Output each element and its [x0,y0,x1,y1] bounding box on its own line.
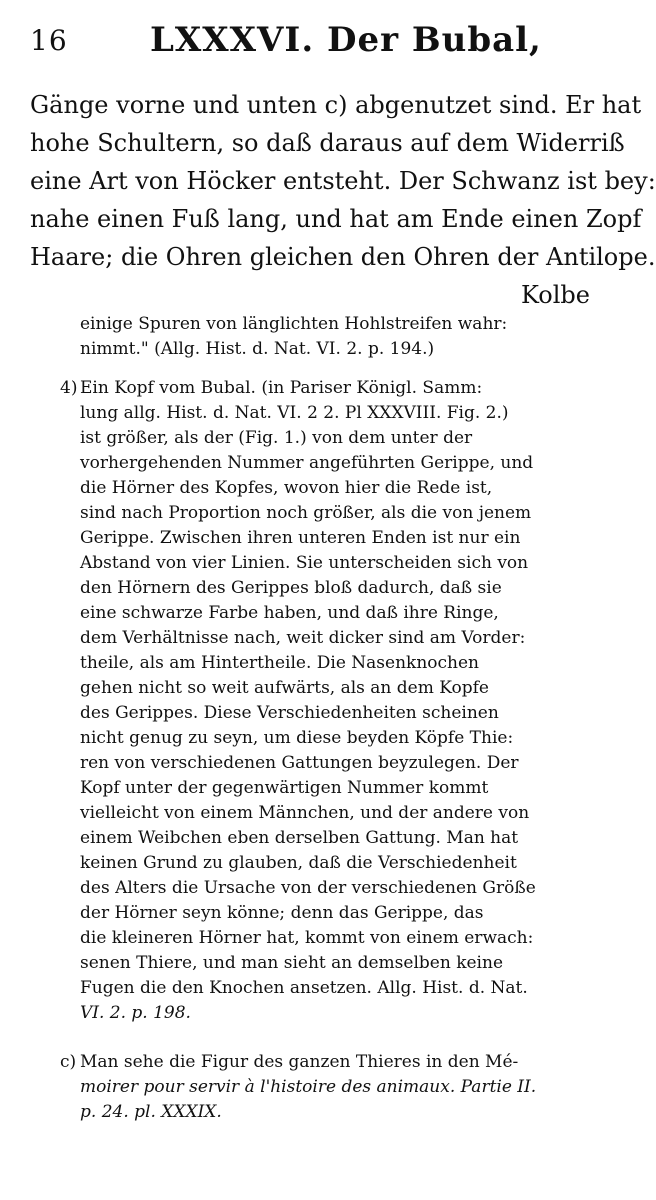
footnote-line: Fugen die den Knochen ansetzen. Allg. Hist. d. Nat. [80,978,528,998]
footnote-line: Man sehe die Figur des ganzen Thieres in den Mé- [80,1052,519,1072]
main-paragraph [30,86,656,314]
footnote-line: den Hörnern des Gerippes bloß dadurch, daß sie [80,578,502,598]
spacer [60,362,600,376]
spacer [60,1026,600,1050]
footnote-line: nimmt." (Allg. Hist. d. Nat. VI. 2. p. 194.) [80,339,435,359]
footnote-line: keinen Grund zu glauben, daß die Verschiedenheit [80,853,517,873]
footnote-line: des Gerippes. Diese Verschiedenheiten scheinen [80,703,499,723]
footnote-line: einem Weibchen eben derselben Gattung. Man hat [80,828,519,848]
footnote-line: moirer pour servir à l'histoire des animaux. Partie II. [80,1077,537,1097]
footnote-line: ren von verschiedenen Gattungen beyzulegen. Der [80,753,519,773]
footnote-line: Kopf unter der gegenwärtigen Nummer kommt [80,778,489,798]
footnote-line: dem Verhältnisse nach, weit dicker sind am Vorder: [80,628,526,648]
footnote-line: Gerippe. Zwischen ihren unteren Enden ist nur ein [80,528,521,548]
page-header [30,20,590,70]
footnote-line: theile, als am Hintertheile. Die Nasenknochen [80,653,479,673]
page-number: 16 [30,24,68,57]
footnote-line: die kleineren Hörner hat, kommt von einem erwach: [80,928,534,948]
footnote-line: ist größer, als der (Fig. 1.) von dem unter der [80,428,473,448]
footnote-line: die Hörner des Kopfes, wovon hier die Rede ist, [80,478,493,498]
footnote-label: 4) [60,378,78,398]
footnote-line: eine schwarze Farbe haben, und daß ihre Ringe, [80,603,499,623]
footnote-continuation [60,312,600,362]
main-text-line: nahe einen Fuß lang, und hat am Ende einen Zopf [30,205,642,233]
footnote-line: nicht genug zu seyn, um diese beyden Köpfe Thie: [80,728,514,748]
footnote-line: Abstand von vier Linien. Sie unterscheiden sich von [80,553,529,573]
footnote-line: des Alters die Ursache von der verschiedenen Größe [80,878,536,898]
running-title: LXXXVI. Der Bubal, [150,20,542,60]
footnote-c [60,1050,600,1125]
footnote-line: einige Spuren von länglichten Hohlstreifen wahr: [80,314,508,334]
footnotes [60,312,600,1125]
main-text-line: hohe Schultern, so daß daraus auf dem Widerriß [30,129,625,157]
main-text-line: eine Art von Höcker entsteht. Der Schwanz ist bey: [30,167,656,195]
main-text-line: Haare; die Ohren gleichen den Ohren der Antilope. [30,243,656,271]
main-text-line: Gänge vorne und unten c) abgenutzet sind. Er hat [30,91,642,119]
footnote-line: senen Thiere, und man sieht an demselben keine [80,953,503,973]
footnote-line: p. 24. pl. XXXIX. [80,1102,222,1122]
footnote-line: vorhergehenden Nummer angeführten Gerippe, und [80,453,534,473]
catchword: Kolbe [521,281,590,309]
footnote-line: lung allg. Hist. d. Nat. VI. 2 2. Pl XXXVIII. Fig. 2.) [80,403,509,423]
footnote-line: gehen nicht so weit aufwärts, als an dem Kopfe [80,678,489,698]
footnote-line: Ein Kopf vom Bubal. (in Pariser Königl. Samm: [80,378,483,398]
footnote-line: sind nach Proportion noch größer, als die von jenem [80,503,532,523]
footnote-line: der Hörner seyn könne; denn das Gerippe, das [80,903,484,923]
footnote-4 [60,376,600,1026]
footnote-label: c) [60,1052,77,1072]
footnote-line: vielleicht von einem Männchen, und der andere von [80,803,530,823]
footnote-line: VI. 2. p. 198. [80,1003,191,1023]
